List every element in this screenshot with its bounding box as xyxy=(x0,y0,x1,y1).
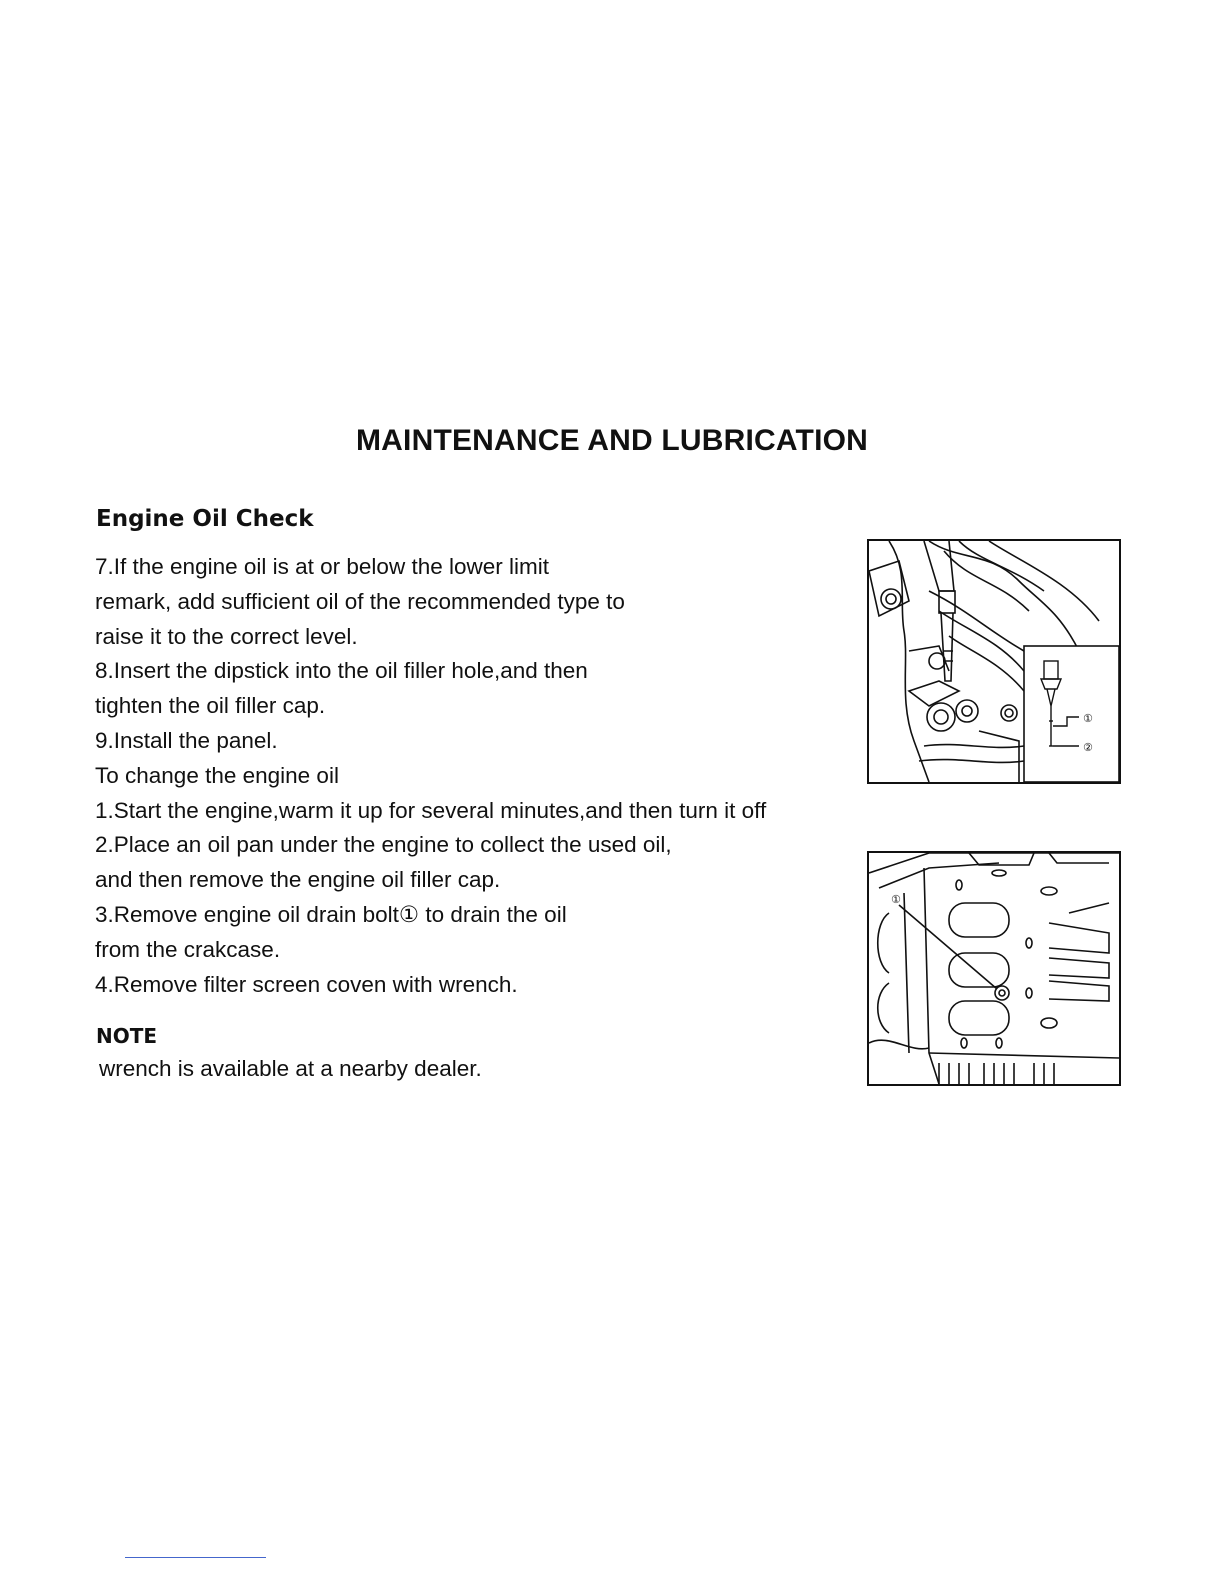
text-line: 8.Insert the dipstick into the oil filler hole,and then xyxy=(95,658,588,684)
section-heading: Engine Oil Check xyxy=(96,506,314,532)
text-line: 4.Remove filter screen coven with wrench. xyxy=(95,971,518,997)
dipstick-illustration xyxy=(869,541,1119,782)
page-title: MAINTENANCE AND LUBRICATION xyxy=(355,424,869,457)
text-line: 2.Place an oil pan under the engine to collect the used oil, xyxy=(95,832,672,858)
text-line: To change the engine oil xyxy=(95,762,339,788)
footer-rule xyxy=(125,1557,266,1558)
drain-bolt-illustration xyxy=(869,853,1119,1084)
text-line: remark, add sufficient oil of the recommended type to xyxy=(95,588,625,614)
text-line: 1.Start the engine,warm it up for several minutes,and then turn it off xyxy=(95,797,767,823)
text-line: 9.Install the panel. xyxy=(95,727,278,753)
note-text: wrench is available at a nearby dealer. xyxy=(99,1056,482,1081)
text-line: 7.If the engine oil is at or below the lower limit xyxy=(95,554,549,579)
instructions-text xyxy=(95,550,855,1002)
note-label: NOTE xyxy=(96,1024,158,1048)
drain-bolt-figure xyxy=(867,851,1121,1086)
callout-2: ② xyxy=(1083,741,1093,754)
text-line: and then remove the engine oil filler cap. xyxy=(95,867,501,893)
dipstick-figure xyxy=(867,539,1121,784)
callout-1: ① xyxy=(1083,712,1093,725)
callout-1: ① xyxy=(891,893,901,906)
text-line: from the crakcase. xyxy=(95,936,281,962)
text-line: raise it to the correct level. xyxy=(95,623,358,649)
text-line: tighten the oil filler cap. xyxy=(95,693,326,719)
text-line: 3.Remove engine oil drain bolt① to drain the oil xyxy=(95,901,567,927)
